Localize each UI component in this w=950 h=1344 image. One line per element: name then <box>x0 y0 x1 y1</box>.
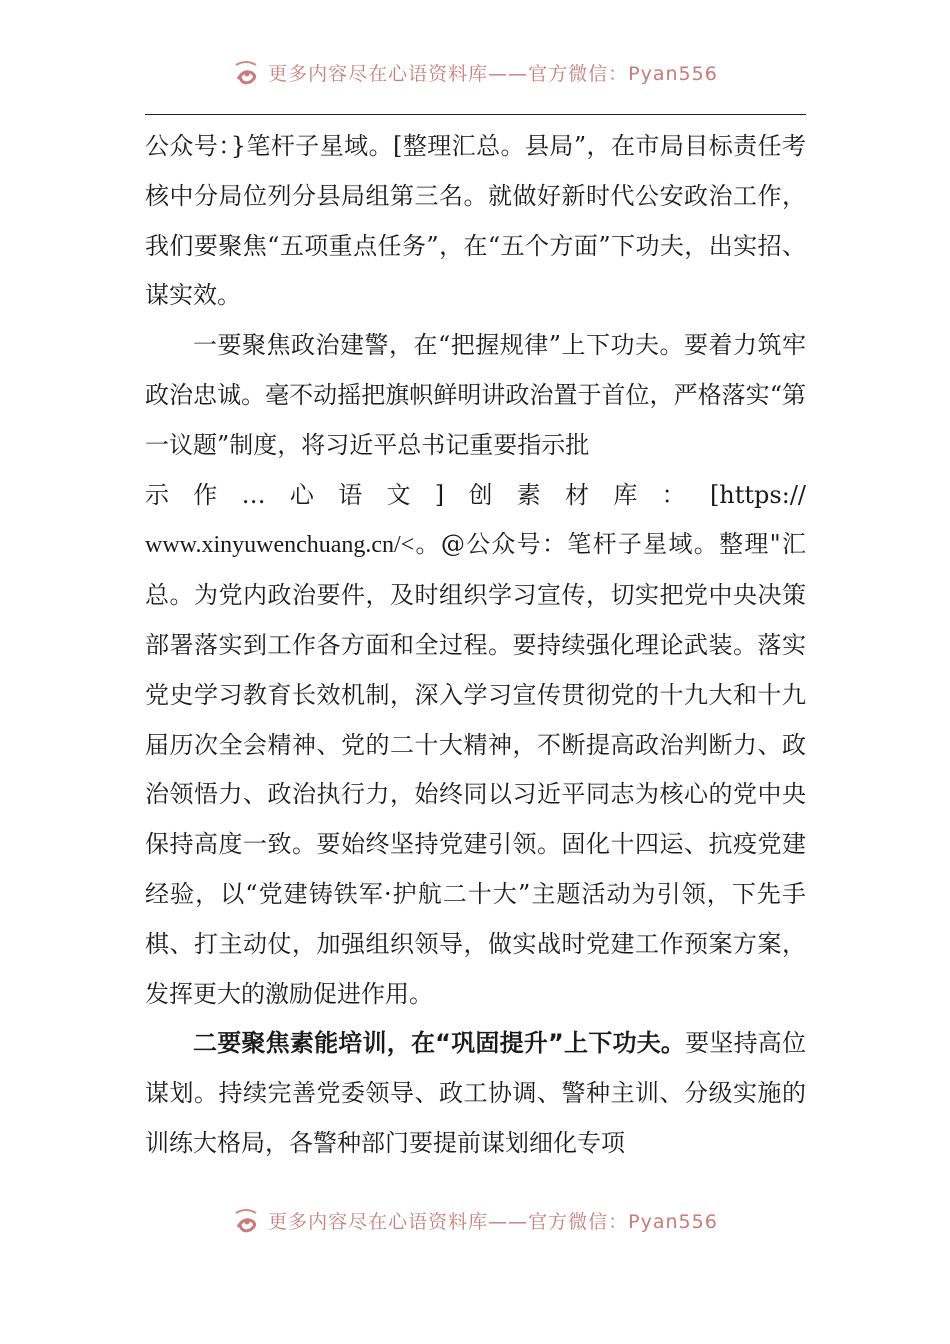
document-body <box>145 122 806 1169</box>
watermark-text: 更多内容尽在心语资料库——官方微信：Pyan556 <box>268 62 718 85</box>
url-text: www.xinyuwenchuang.cn/< <box>145 532 415 559</box>
footer-watermark <box>0 1206 950 1234</box>
header-divider <box>145 114 806 115</box>
paragraph-1: 公众号：}笔杆子星域。[整理汇总。县局”，在市局目标责任考核中分局位列分县局组第三名。就做好新时代公安政治工作，我们要聚焦“五项重点任务”，在“五个方面”下功夫，出实招、谋实效。 <box>145 132 806 310</box>
paragraph-2-lines: 一要聚焦政治建警，在“把握规律”上下功夫。要着力筑牢政治忠诚。毫不动摇把旗帜鲜明讲政治置于首位，严格落实“第一议题”制度，将习近平总书记重要指示批 <box>145 331 806 459</box>
swirl-logo-icon <box>232 1207 262 1233</box>
paragraph-2-rest: www.xinyuwenchuang.cn/<。@公众号：笔杆子星域。整理"汇总。为党内政治要件，及时组织学习宣传，切实把党中央决策部署落实到工作各方面和全过程。要持续强化理论武装。落实党史学习教育长效机制，深入学习宣传贯彻党的十九大和十九届历次全会精神、党的二十大精神，不断提高政治判断力、政治领悟力、政治执行力，始终同以习近平同志为核心的党中央保持高度一致。要始终坚持党建引领。固化十四运、抗疫党建经验，以“党建铸铁军·护航二十大”主题活动为引领，下先手棋、打主动仗，加强组织领导，做实战时党建工作预案方案，发挥更大的激励促进作用。 <box>145 530 806 1008</box>
header-watermark <box>0 58 950 86</box>
paragraph-3: 二要聚焦素能培训，在“巩固提升”上下功夫。要坚持高位谋划。持续完善党委领导、政工协调、警种主训、分级实施的训练大格局，各警种部门要提前谋划细化专项 <box>145 1029 807 1157</box>
watermark-text: 更多内容尽在心语资料库——官方微信：Pyan556 <box>268 1210 718 1233</box>
section-lead: 二要聚焦素能培训，在“巩固提升”上下功夫。 <box>193 1029 686 1058</box>
swirl-logo-icon <box>232 59 262 85</box>
paragraph-2-spaced-line: 示作…心语文]创素材库：[https:// <box>145 480 806 509</box>
